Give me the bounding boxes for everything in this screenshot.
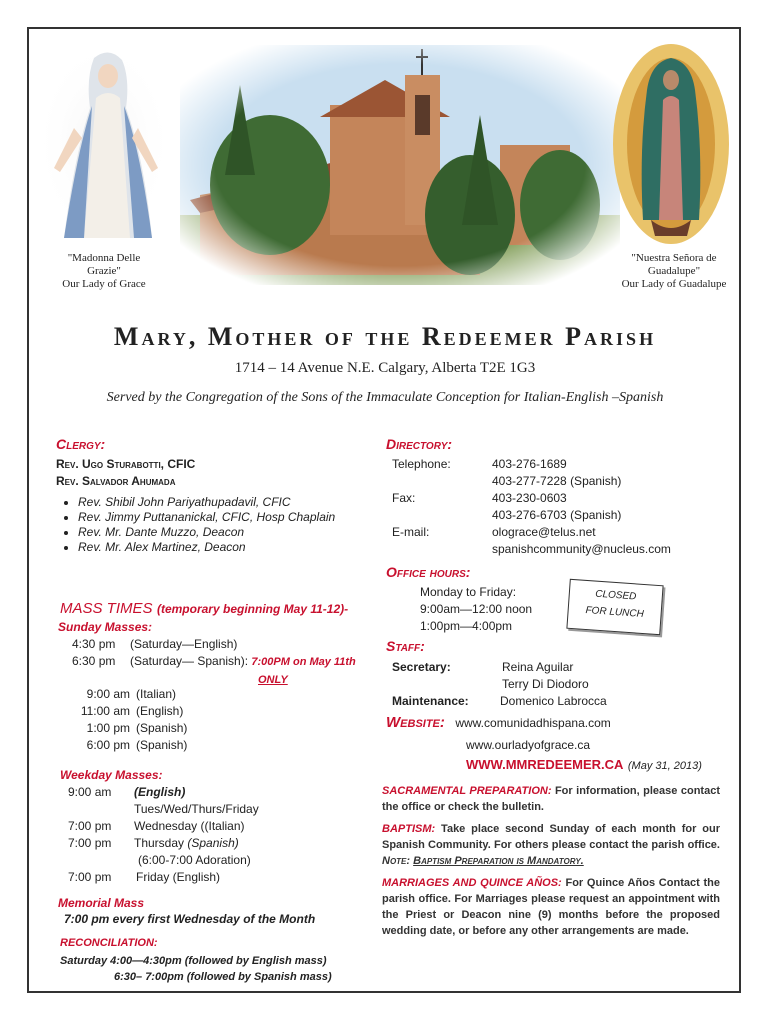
- directory-row: Telephone: 403-276-1689: [392, 457, 567, 471]
- directory-row: Fax: 403-230-0603: [392, 491, 567, 505]
- website-link[interactable]: www.ourladyofgrace.ca: [466, 738, 591, 752]
- clergy-item: • Rev. Mr. Dante Muzzo, Deacon: [78, 525, 378, 540]
- email-link[interactable]: olograce@telus.net: [492, 525, 596, 539]
- baptism-notice: BAPTISM: Take place second Sunday of each month for our Spanish Community. For others please contact the parish office. Note: Baptism Preparation is Mandatory.: [382, 823, 721, 867]
- website-date: (May 31, 2013): [627, 760, 702, 772]
- closed-text: CLOSED: [594, 588, 637, 603]
- memorial-text: 7:00 pm every first Wednesday of the Month: [64, 912, 316, 926]
- mass-title: MASS TIMES: [60, 600, 153, 617]
- clergy-leader: Rev. Salvador Ahumada: [56, 474, 176, 488]
- clergy-item: • Rev. Shibil John Pariyathupadavil, CFIC: [78, 495, 378, 510]
- clergy-item: • Rev. Mr. Alex Martinez, Deacon: [78, 540, 378, 555]
- clergy-item: • Rev. Jimmy Puttananickal, CFIC, Hosp Chaplain: [78, 510, 378, 525]
- caption-line: Grazie": [87, 265, 121, 277]
- staff-heading: Staff:: [386, 638, 425, 654]
- directory-row: E-mail: olograce@telus.net: [392, 525, 596, 539]
- guadalupe-image: [607, 40, 735, 248]
- mass-row: 6:30 pm (Saturday— Spanish): 7:00PM on May 11th: [72, 654, 356, 668]
- directory-table: [392, 456, 722, 558]
- staff-table: [392, 659, 722, 710]
- reconciliation-times: [60, 953, 332, 985]
- directory-heading: Directory:: [386, 436, 453, 452]
- email-link[interactable]: spanishcommunity@nucleus.com: [492, 542, 671, 556]
- mass-row: 7:00 pm Wednesday ((Italian): [68, 819, 245, 833]
- website-main: [466, 756, 702, 774]
- clergy-leader: Rev. Ugo Sturabotti, CFIC: [56, 457, 196, 471]
- clergy-heading: Clergy:: [56, 436, 106, 452]
- sunday-masses-list: [60, 686, 320, 754]
- clergy-leaders: [56, 456, 195, 490]
- reconciliation-line: 6:30– 7:00pm (followed by Spanish mass): [114, 971, 332, 983]
- office-hours: [420, 584, 532, 635]
- weekday-heading: Weekday Masses:: [60, 768, 163, 782]
- website-heading: Website:: [386, 714, 445, 731]
- sunday-heading: Sunday Masses:: [58, 620, 153, 634]
- mass-row: 11:00 am (English): [80, 704, 184, 718]
- parish-address: 1714 – 14 Avenue N.E. Calgary, Alberta T2E 1G3: [234, 360, 536, 376]
- served-by-line: Served by the Congregation of the Sons of the Immaculate Conception for Italian-English –Spanish: [106, 390, 664, 405]
- clergy-list: [58, 495, 378, 555]
- sunday-masses: [72, 636, 392, 689]
- left-statue-caption: [44, 252, 164, 291]
- reconciliation-line: Saturday 4:00—4:30pm (followed by English mass): [60, 955, 327, 967]
- directory-row: 403-277-7228 (Spanish): [492, 474, 622, 488]
- mass-row: 4:30 pm (Saturday—English): [72, 637, 238, 651]
- office-hours-heading: Office hours:: [386, 564, 471, 580]
- directory-row: [392, 541, 722, 558]
- office-line: 9:00am—12:00 noon: [420, 602, 533, 616]
- staff-row: Secretary: Reina Aguilar: [392, 660, 574, 674]
- directory-row: 403-276-6703 (Spanish): [492, 508, 622, 522]
- caption-line: Guadalupe": [647, 265, 701, 277]
- memorial-heading: Memorial Mass: [58, 896, 145, 910]
- sacramental-notice: SACRAMENTAL PREPARATION: For information, please contact the office or check the bulletin.: [382, 785, 720, 813]
- mass-row: (6:00-7:00 Adoration): [138, 853, 251, 867]
- mass-row: 9:00 am (Italian): [86, 687, 177, 701]
- caption-line: "Nuestra Señora de: [631, 252, 717, 264]
- parish-title: Mary, Mother of the Redeemer Parish: [113, 322, 657, 351]
- reconciliation-heading: RECONCILIATION:: [60, 937, 158, 949]
- mass-times-heading: [60, 600, 380, 618]
- website-link[interactable]: WWW.MMREDEEMER.CA: [466, 757, 624, 772]
- caption-line: "Madonna Delle: [67, 252, 141, 264]
- mass-row: Tues/Wed/Thurs/Friday: [134, 802, 259, 816]
- office-line: Monday to Friday:: [420, 585, 517, 599]
- mass-row: 1:00 pm (Spanish): [86, 721, 188, 735]
- mass-only-note: ONLY: [258, 674, 288, 686]
- office-line: 1:00pm—4:00pm: [420, 619, 513, 633]
- caption-line: Our Lady of Guadalupe: [621, 278, 727, 290]
- caption-line: Our Lady of Grace: [62, 278, 146, 290]
- mass-row: 7:00 pm Friday (English): [68, 870, 221, 884]
- closed-for-lunch-note: [566, 579, 663, 635]
- staff-row: Maintenance: Domenico Labrocca: [392, 694, 607, 708]
- website-section: [386, 714, 726, 732]
- notices-box: [382, 783, 720, 983]
- right-statue-caption: [612, 252, 736, 291]
- mass-row: 9:00 am (English): [68, 785, 186, 799]
- closed-text: FOR LUNCH: [585, 604, 645, 621]
- church-photo: [180, 45, 620, 285]
- staff-row: Terry Di Diodoro: [502, 677, 589, 691]
- madonna-statue-image: [34, 38, 174, 248]
- weekday-masses: [68, 784, 368, 886]
- website-link[interactable]: www.comunidadhispana.com: [455, 716, 611, 730]
- mass-row: 6:00 pm (Spanish): [86, 738, 188, 752]
- marriage-notice: MARRIAGES AND QUINCE AÑOS: For Quince Años Contact the parish office. For Marriages please request an appointment with the Priest or Deacon nine (9) months before the proposed wedding date, or before any other arrangements are made.: [382, 877, 720, 937]
- mass-note: (temporary beginning May 11-12)-: [156, 602, 349, 616]
- mass-row: 7:00 pm Thursday (Spanish): [68, 836, 239, 850]
